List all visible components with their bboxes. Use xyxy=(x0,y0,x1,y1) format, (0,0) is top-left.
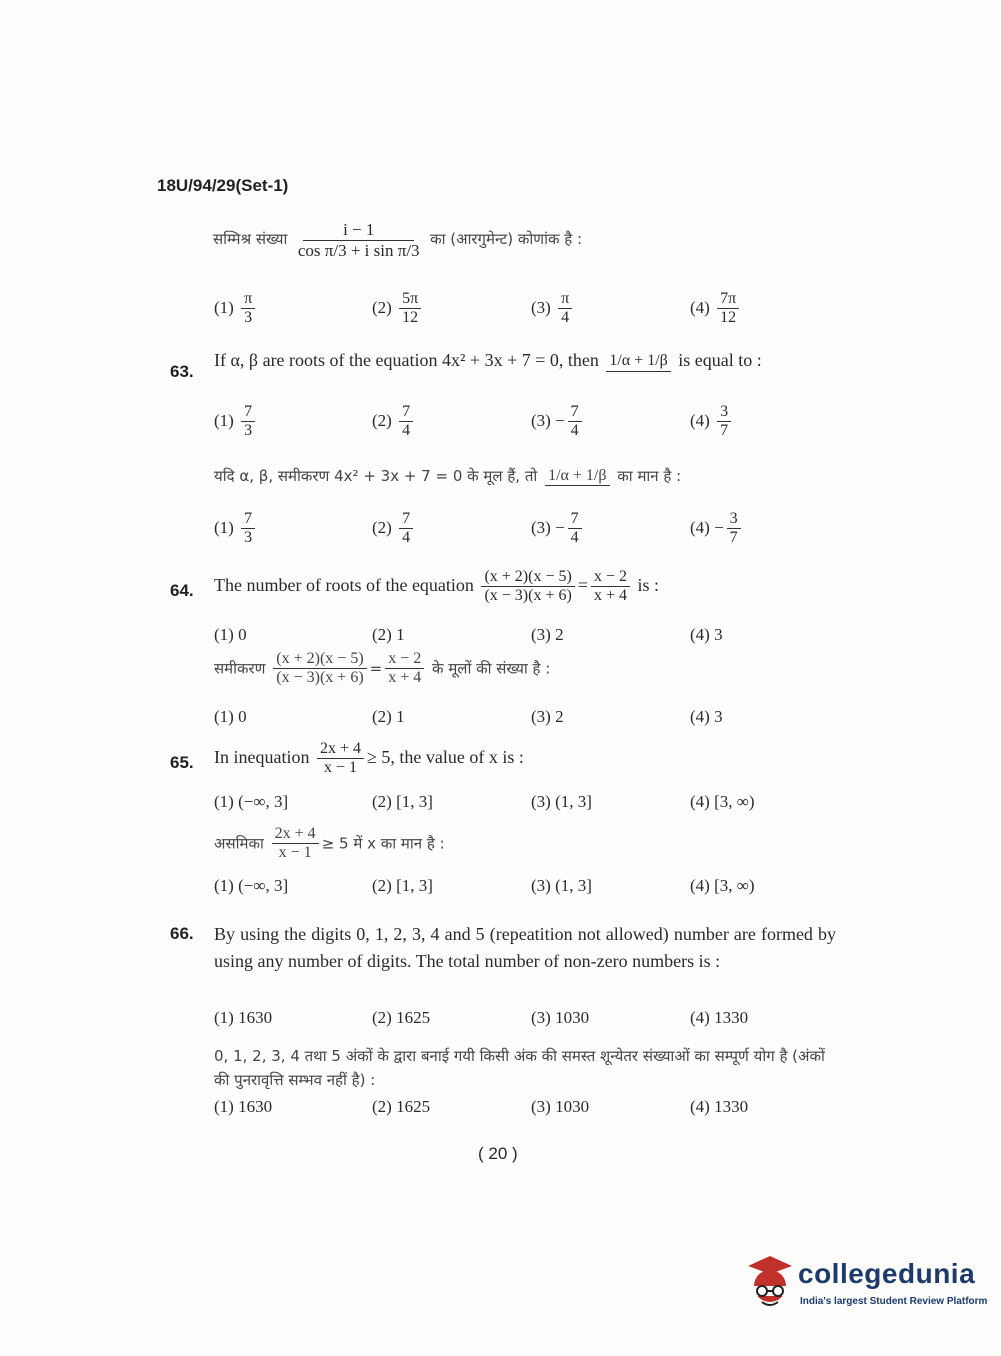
q65-fraction: $\frac{2x + 4}{x - 1}$ xyxy=(317,740,364,778)
q64-option-en-2: (2) 1 xyxy=(372,625,405,644)
q63-option-en-4: (4) $\frac{3}{7}$ xyxy=(690,403,734,441)
q64-option-en-3: (3) 2 xyxy=(531,625,564,644)
q64-rhs: $\frac{x - 2}{x + 4}$ xyxy=(591,568,630,606)
q66-option-hi-1: (1) 1630 xyxy=(214,1097,273,1116)
q63-option-hi-2: (2) $\frac{7}{4}$ xyxy=(372,510,416,548)
q62-numerator: i − 1 xyxy=(303,220,414,241)
q64-option-hi-4: (4) 3 xyxy=(690,707,723,726)
q65-hindi-question: असमिका $\frac{2x + 4}{x - 1}$ ≥ 5 में x का मान है : xyxy=(214,825,445,862)
q65-hindi-fraction: $\frac{2x + 4}{x - 1}$ xyxy=(272,825,319,863)
logo-tagline: India's largest Student Review Platform xyxy=(800,1296,988,1307)
q64-lhs: $\frac{(x + 2)(x - 5)}{(x - 3)(x + 6)}$ xyxy=(481,568,574,606)
q62-question xyxy=(213,220,582,260)
q63-option-en-1: (1) $\frac{7}{3}$ xyxy=(214,403,258,441)
q65-option-en-3: (3) (1, 3] xyxy=(531,792,592,811)
q65-option-en-4: (4) [3, ∞) xyxy=(690,792,755,811)
q63-question: If α, β are roots of the equation 4x² + 3x + 7 = 0, then 1/α + 1/β is equal to : xyxy=(214,350,762,370)
q65-option-hi-2: (2) [1, 3] xyxy=(372,876,433,895)
q62-option-2: (2) $\frac{5\pi}{12}$ xyxy=(372,290,424,328)
q64-hindi-rhs: $\frac{x - 2}{x + 4}$ xyxy=(385,650,424,688)
q62-option-4: (4) $\frac{7\pi}{12}$ xyxy=(690,290,742,328)
q66-question: By using the digits 0, 1, 2, 3, 4 and 5 (repeatition not allowed) number are formed by using any number of digits. The total number of non-zero numbers is : xyxy=(214,924,836,971)
q64-option-hi-1: (1) 0 xyxy=(214,707,247,726)
student-mascot-icon xyxy=(740,1252,796,1314)
collegedunia-logo xyxy=(740,1248,988,1318)
q66-option-hi-3: (3) 1030 xyxy=(531,1097,590,1116)
q62-denominator: cos π/3 + i sin π/3 xyxy=(297,240,420,260)
q66-option-en-3: (3) 1030 xyxy=(531,1008,590,1027)
q64-option-hi-3: (3) 2 xyxy=(531,707,564,726)
q63-option-en-2: (2) $\frac{7}{4}$ xyxy=(372,403,416,441)
q64-number: 64. xyxy=(170,581,194,600)
q64-option-en-4: (4) 3 xyxy=(690,625,723,644)
q64-hindi-lhs: $\frac{(x + 2)(x - 5)}{(x - 3)(x + 6)}$ xyxy=(273,650,366,688)
q63-option-en-3: (3) − $\frac{7}{4}$ xyxy=(531,403,585,441)
q65-question: In inequation $\frac{2x + 4}{x - 1}$ ≥ 5, the value of x is : xyxy=(214,740,524,777)
q62-fraction xyxy=(295,220,423,260)
q63-hindi-question: यदि α, β, समीकरण 4x² + 3x + 7 = 0 के मूल हैं, तो 1/α + 1/β का मान है : xyxy=(214,466,682,485)
q65-number: 65. xyxy=(170,753,194,772)
q66-option-en-1: (1) 1630 xyxy=(214,1008,273,1027)
q63-option-hi-3: (3) − $\frac{7}{4}$ xyxy=(531,510,585,548)
page-number: ( 20 ) xyxy=(478,1144,518,1163)
q65-option-en-2: (2) [1, 3] xyxy=(372,792,433,811)
q65-option-hi-4: (4) [3, ∞) xyxy=(690,876,755,895)
q62-hindi-after: का (आरगुमेन्ट) कोणांक है : xyxy=(430,230,583,249)
q63-option-hi-4: (4) − $\frac{3}{7}$ xyxy=(690,510,744,548)
q65-option-hi-1: (1) (−∞, 3] xyxy=(214,876,289,895)
q64-hindi-question: समीकरण $\frac{(x + 2)(x - 5)}{(x - 3)(x + 6)}$ = $\frac{x - 2}{x + 4}$ के मूलों की संख्या है : xyxy=(214,650,551,687)
q63-hindi-expression: 1/α + 1/β xyxy=(545,467,609,486)
q66-option-en-4: (4) 1330 xyxy=(690,1008,749,1027)
q62-option-3: (3) $\frac{\pi}{4}$ xyxy=(531,290,575,328)
q66-number: 66. xyxy=(170,924,194,943)
q66-option-en-2: (2) 1625 xyxy=(372,1008,431,1027)
q63-number: 63. xyxy=(170,362,194,381)
q62-hindi-before: सम्मिश्र संख्या xyxy=(213,230,288,249)
q64-option-en-1: (1) 0 xyxy=(214,625,247,644)
q66-hindi-question: 0, 1, 2, 3, 4 तथा 5 अंकों के द्वारा बनाई गयी किसी अंक की समस्त शून्येतर संख्याओं का सम्पूर्ण योग है (अंकों की पुनरावृत्ति सम्भव नहीं है) : xyxy=(214,1047,825,1089)
q65-option-hi-3: (3) (1, 3] xyxy=(531,876,592,895)
q63-option-hi-1: (1) $\frac{7}{3}$ xyxy=(214,510,258,548)
q63-expression: 1/α + 1/β xyxy=(606,352,670,371)
q66-option-hi-4: (4) 1330 xyxy=(690,1097,749,1116)
q66-option-hi-2: (2) 1625 xyxy=(372,1097,431,1116)
document-code: 18U/94/29(Set-1) xyxy=(157,176,289,195)
q64-option-hi-2: (2) 1 xyxy=(372,707,405,726)
q65-option-en-1: (1) (−∞, 3] xyxy=(214,792,289,811)
q62-option-1: (1) $\frac{\pi}{3}$ xyxy=(214,290,258,328)
logo-wordmark: collegedunia xyxy=(798,1258,976,1289)
q64-question: The number of roots of the equation $\frac{(x + 2)(x - 5)}{(x - 3)(x + 6)}$ = $\frac{x - 2}{x + 4}$ is : xyxy=(214,568,659,605)
